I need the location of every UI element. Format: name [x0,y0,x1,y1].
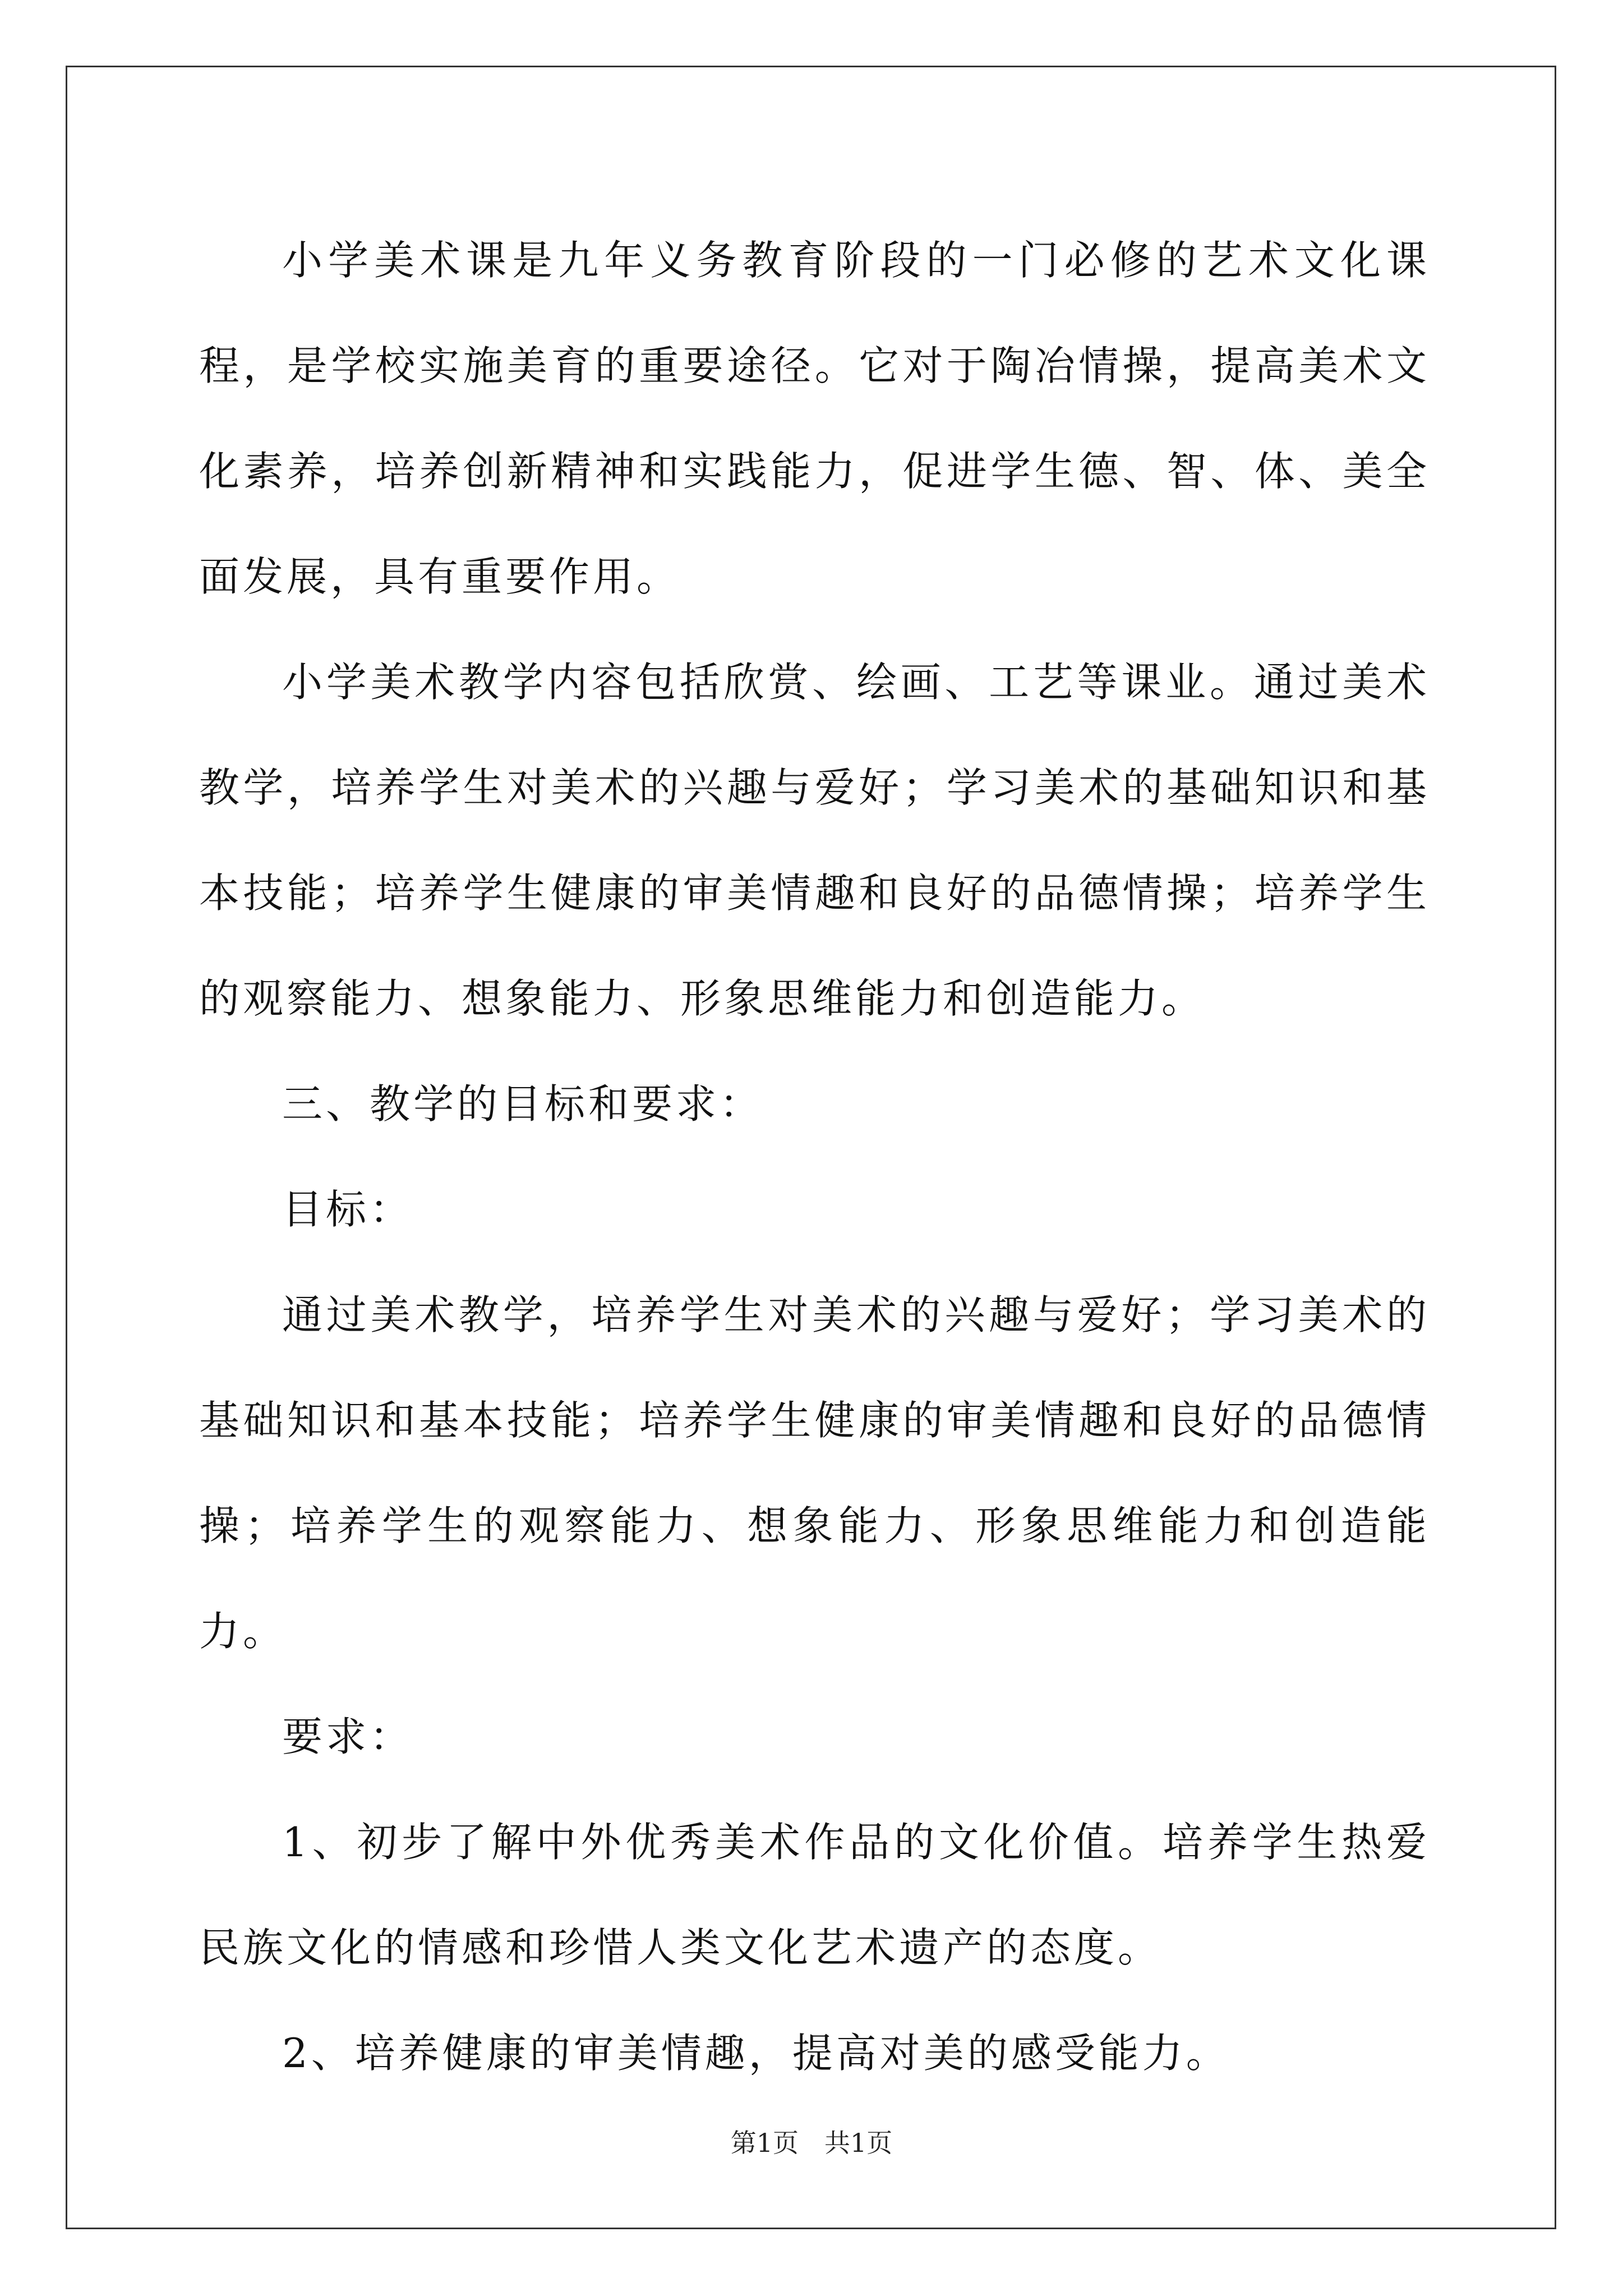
page-number: 第1页 [730,2128,799,2158]
paragraph-goals: 通过美术教学，培养学生对美术的兴趣与爱好；学习美术的基础知识和基本技能；培养学生健康的审美情趣和良好的品德情操；培养学生的观察能力、想象能力、形象思维能力和创造能力。 [199,1291,1430,1655]
paragraph-intro: 小学美术课是九年义务教育阶段的一门必修的艺术文化课程，是学校实施美育的重要途径。它对于陶冶情操，提高美术文化素养，培养创新精神和实践能力，促进学生德、智、体、美全面发展，具有重要作用。 [199,237,1430,600]
section-heading: 三、教学的目标和要求： [282,1080,764,1128]
page-footer [0,2126,1623,2160]
requirement-item-1: 1、初步了解中外优秀美术作品的文化价值。培养学生热爱民族文化的情感和珍惜人类文化艺术遗产的态度。 [199,1819,1430,1971]
paragraph-content: 小学美术教学内容包括欣赏、绘画、工艺等课业。通过美术教学，培养学生对美术的兴趣与爱好；学习美术的基础知识和基本技能；培养学生健康的审美情趣和良好的品德情操；培养学生的观察能力、想象能力、形象思维能力和创造能力。 [199,659,1430,1022]
goals-heading: 目标： [282,1186,414,1233]
requirements-heading: 要求： [282,1713,414,1760]
document-body [199,208,1430,2106]
requirement-item-2: 2、培养健康的审美情趣，提高对美的感受能力。 [282,2030,1230,2077]
page-total: 共1页 [824,2128,893,2158]
